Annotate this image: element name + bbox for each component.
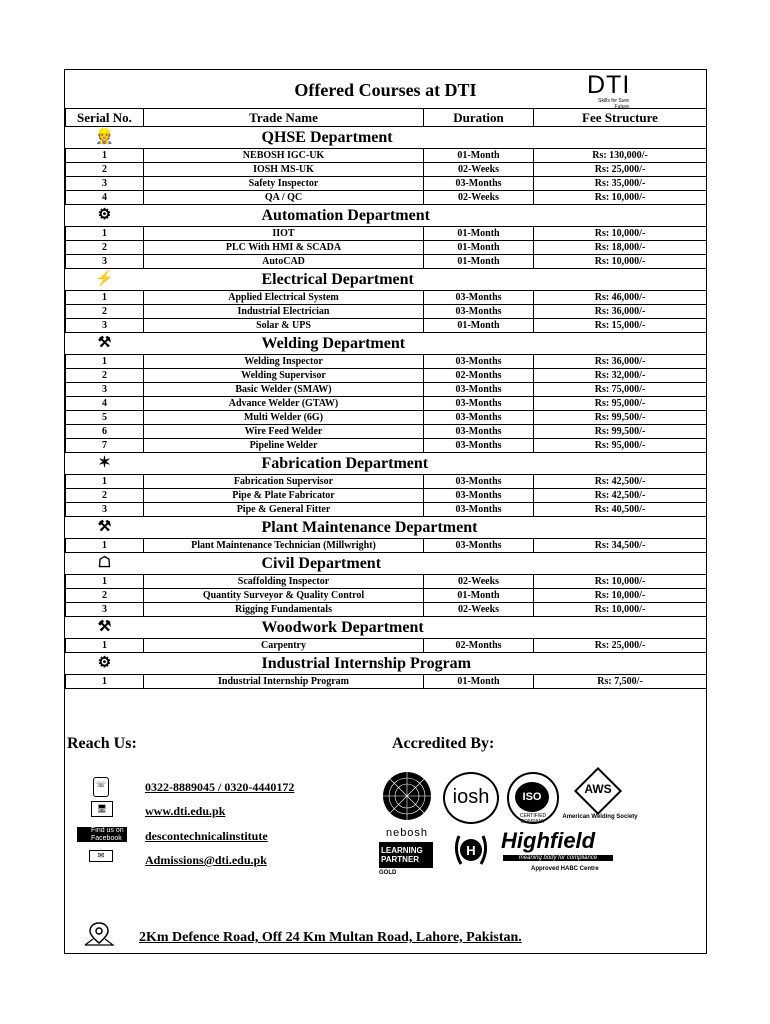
course-row [66,177,707,191]
aws-logo [562,770,638,826]
course-duration: 03-Months [424,383,534,397]
electrician-icon: ⚡ [95,271,114,287]
course-sn: 4 [66,397,144,411]
course-sn: 2 [66,369,144,383]
course-row [66,675,707,689]
department-name: Plant Maintenance Department [261,519,478,536]
course-duration: 03-Months [424,411,534,425]
department-name: Civil Department [261,555,382,572]
course-sheet [64,69,707,954]
course-duration: 01-Month [424,241,534,255]
department-row [66,617,707,639]
website-link[interactable]: www.dti.edu.pk [145,804,226,818]
course-fee: Rs: 10,000/- [534,589,707,603]
course-fee: Rs: 10,000/- [534,191,707,205]
course-trade: Rigging Fundamentals [144,603,424,617]
course-row [66,291,707,305]
course-trade: PLC With HMI & SCADA [144,241,424,255]
course-fee: Rs: 34,500/- [534,539,707,553]
course-duration: 01-Month [424,149,534,163]
course-duration: 02-Weeks [424,575,534,589]
course-sn: 3 [66,503,144,517]
course-trade: Multi Welder (6G) [144,411,424,425]
department-row [66,553,707,575]
accredited-label: Accredited By: [392,735,495,752]
logo-text: DTI [587,71,631,99]
course-sn: 2 [66,163,144,177]
course-fee: Rs: 25,000/- [534,163,707,177]
facebook-link[interactable]: descontechnicalinstitute [145,829,268,843]
course-trade: Pipeline Welder [144,439,424,453]
course-row [66,503,707,517]
nebosh-text: nebosh [385,827,429,839]
header-serial: Serial No. [66,109,144,127]
course-duration: 03-Months [424,355,534,369]
course-sn: 1 [66,639,144,653]
course-sn: 5 [66,411,144,425]
course-duration: 03-Months [424,291,534,305]
highfield-logo [451,828,621,878]
course-sn: 1 [66,675,144,689]
address-text: 2Km Defence Road, Off 24 Km Multan Road, Lahore, Pakistan. [139,930,522,945]
web-icon: 🖥 [91,801,113,817]
course-row [66,255,707,269]
table-header [66,109,707,127]
course-trade: Welding Supervisor [144,369,424,383]
robot-icon: ⚙ [97,207,112,223]
course-sn: 2 [66,589,144,603]
course-row [66,369,707,383]
department-name: Automation Department [261,207,430,224]
course-row [66,575,707,589]
course-duration: 03-Months [424,425,534,439]
course-row [66,241,707,255]
department-row [66,205,707,227]
course-fee: Rs: 10,000/- [534,603,707,617]
course-sn: 7 [66,439,144,453]
department-name: Industrial Internship Program [261,655,472,672]
iso-logo [507,772,559,824]
courses-table [65,108,707,689]
course-sn: 1 [66,539,144,553]
course-sn: 3 [66,383,144,397]
course-fee: Rs: 42,500/- [534,489,707,503]
course-row [66,163,707,177]
course-fee: Rs: 32,000/- [534,369,707,383]
department-row [66,453,707,475]
course-fee: Rs: 36,000/- [534,305,707,319]
header-fee: Fee Structure [534,109,707,127]
email-icon: ✉ [89,850,113,862]
course-fee: Rs: 7,500/- [534,675,707,689]
course-row [66,639,707,653]
reach-us-label: Reach Us: [67,735,137,752]
course-trade: Fabrication Supervisor [144,475,424,489]
course-duration: 02-Months [424,369,534,383]
carpenter-icon: ⚒ [97,619,112,635]
course-sn: 4 [66,191,144,205]
course-sn: 1 [66,475,144,489]
course-sn: 3 [66,177,144,191]
course-fee: Rs: 95,000/- [534,397,707,411]
course-duration: 03-Months [424,539,534,553]
course-trade: Advance Welder (GTAW) [144,397,424,411]
course-row [66,355,707,369]
nebosh-logo [377,770,437,880]
course-fee: Rs: 40,500/- [534,503,707,517]
course-fee: Rs: 99,500/- [534,425,707,439]
course-sn: 1 [66,291,144,305]
course-fee: Rs: 75,000/- [534,383,707,397]
course-row [66,227,707,241]
course-duration: 03-Months [424,503,534,517]
course-sn: 1 [66,575,144,589]
course-duration: 02-Weeks [424,163,534,177]
gears-icon: ⚙ [97,655,112,671]
department-name: QHSE Department [261,129,393,146]
course-fee: Rs: 42,500/- [534,475,707,489]
department-name: Woodwork Department [261,619,424,636]
course-trade: IIOT [144,227,424,241]
logo-tagline: Skills for Sure Future [598,98,629,110]
course-sn: 6 [66,425,144,439]
course-trade: Applied Electrical System [144,291,424,305]
course-trade: Industrial Internship Program [144,675,424,689]
course-duration: 03-Months [424,177,534,191]
course-fee: Rs: 10,000/- [534,575,707,589]
aws-caption: American Welding Society [562,814,638,820]
course-trade: Scaffolding Inspector [144,575,424,589]
course-trade: Carpentry [144,639,424,653]
course-row [66,539,707,553]
header-trade: Trade Name [144,109,424,127]
course-fee: Rs: 10,000/- [534,255,707,269]
course-trade: Wire Feed Welder [144,425,424,439]
course-fee: Rs: 95,000/- [534,439,707,453]
course-duration: 01-Month [424,319,534,333]
department-row [66,333,707,355]
course-sn: 2 [66,489,144,503]
course-fee: Rs: 130,000/- [534,149,707,163]
course-row [66,191,707,205]
department-row [66,269,707,291]
dti-logo [587,71,631,110]
course-sn: 3 [66,603,144,617]
course-trade: IOSH MS-UK [144,163,424,177]
course-duration: 03-Months [424,439,534,453]
iso-ring-text: CERTIFIED COMPANY [519,813,547,825]
course-duration: 02-Months [424,639,534,653]
course-trade: Basic Welder (SMAW) [144,383,424,397]
course-row [66,589,707,603]
course-row [66,425,707,439]
department-row [66,653,707,675]
department-row [66,517,707,539]
course-duration: 03-Months [424,475,534,489]
course-trade: Welding Inspector [144,355,424,369]
aws-text: AWS [584,782,612,796]
maintenance-icon: ⚒ [97,519,112,535]
course-row [66,149,707,163]
course-fee: Rs: 15,000/- [534,319,707,333]
iso-text: ISO [515,782,549,812]
iosh-logo: iosh [443,772,499,824]
course-row [66,489,707,503]
course-duration: 02-Weeks [424,603,534,617]
course-duration: 01-Month [424,255,534,269]
department-row [66,127,707,149]
course-sn: 2 [66,241,144,255]
course-fee: Rs: 25,000/- [534,639,707,653]
department-name: Fabrication Department [261,455,429,472]
course-row [66,397,707,411]
course-fee: Rs: 35,000/- [534,177,707,191]
course-body [66,127,707,689]
facebook-icon: Find us on Facebook [77,827,127,842]
scaffold-icon: ☖ [97,555,112,571]
header-duration: Duration [424,109,534,127]
course-duration: 01-Month [424,589,534,603]
nebosh-globe-icon [377,770,437,822]
nebosh-partner: LEARNING PARTNER [379,842,433,868]
course-fee: Rs: 99,500/- [534,411,707,425]
course-row [66,439,707,453]
highfield-text: Highfield [501,828,596,853]
course-row [66,475,707,489]
course-fee: Rs: 46,000/- [534,291,707,305]
welder-icon: ⚒ [97,335,112,351]
email-link[interactable]: Admissions@dti.edu.pk [145,853,267,867]
course-trade: Solar & UPS [144,319,424,333]
course-trade: Industrial Electrician [144,305,424,319]
svg-text:H: H [466,843,476,858]
laurel-icon [451,830,491,870]
course-sn: 3 [66,319,144,333]
location-pin-icon [83,921,115,947]
course-trade: Pipe & General Fitter [144,503,424,517]
course-row [66,603,707,617]
course-trade: AutoCAD [144,255,424,269]
course-trade: Plant Maintenance Technician (Millwright) [144,539,424,553]
course-fee: Rs: 10,000/- [534,227,707,241]
nebosh-gold: GOLD [379,870,397,876]
department-name: Welding Department [261,335,406,352]
course-duration: 03-Months [424,397,534,411]
phone-text[interactable]: 0322-8889045 / 0320-4440172 [145,780,295,794]
course-fee: Rs: 18,000/- [534,241,707,255]
course-trade: QA / QC [144,191,424,205]
engineer-icon: 👷 [95,129,114,145]
course-row [66,305,707,319]
course-duration: 01-Month [424,227,534,241]
course-row [66,383,707,397]
course-trade: Quantity Surveyor & Quality Control [144,589,424,603]
highfield-tag: meaning body for compliance [503,855,613,861]
course-sn: 1 [66,149,144,163]
course-sn: 2 [66,305,144,319]
course-fee: Rs: 36,000/- [534,355,707,369]
course-row [66,411,707,425]
course-sn: 1 [66,227,144,241]
fabrication-icon: ✶ [98,455,111,471]
course-trade: Pipe & Plate Fabricator [144,489,424,503]
course-duration: 03-Months [424,305,534,319]
phone-icon: ☏ [93,777,109,797]
course-row [66,319,707,333]
course-trade: Safety Inspector [144,177,424,191]
course-duration: 03-Months [424,489,534,503]
course-trade: NEBOSH IGC-UK [144,149,424,163]
course-sn: 3 [66,255,144,269]
course-duration: 02-Weeks [424,191,534,205]
highfield-caption: Approved HABC Centre [531,866,599,872]
department-name: Electrical Department [261,271,414,288]
course-duration: 01-Month [424,675,534,689]
page-title: Offered Courses at DTI [294,80,477,100]
course-sn: 1 [66,355,144,369]
